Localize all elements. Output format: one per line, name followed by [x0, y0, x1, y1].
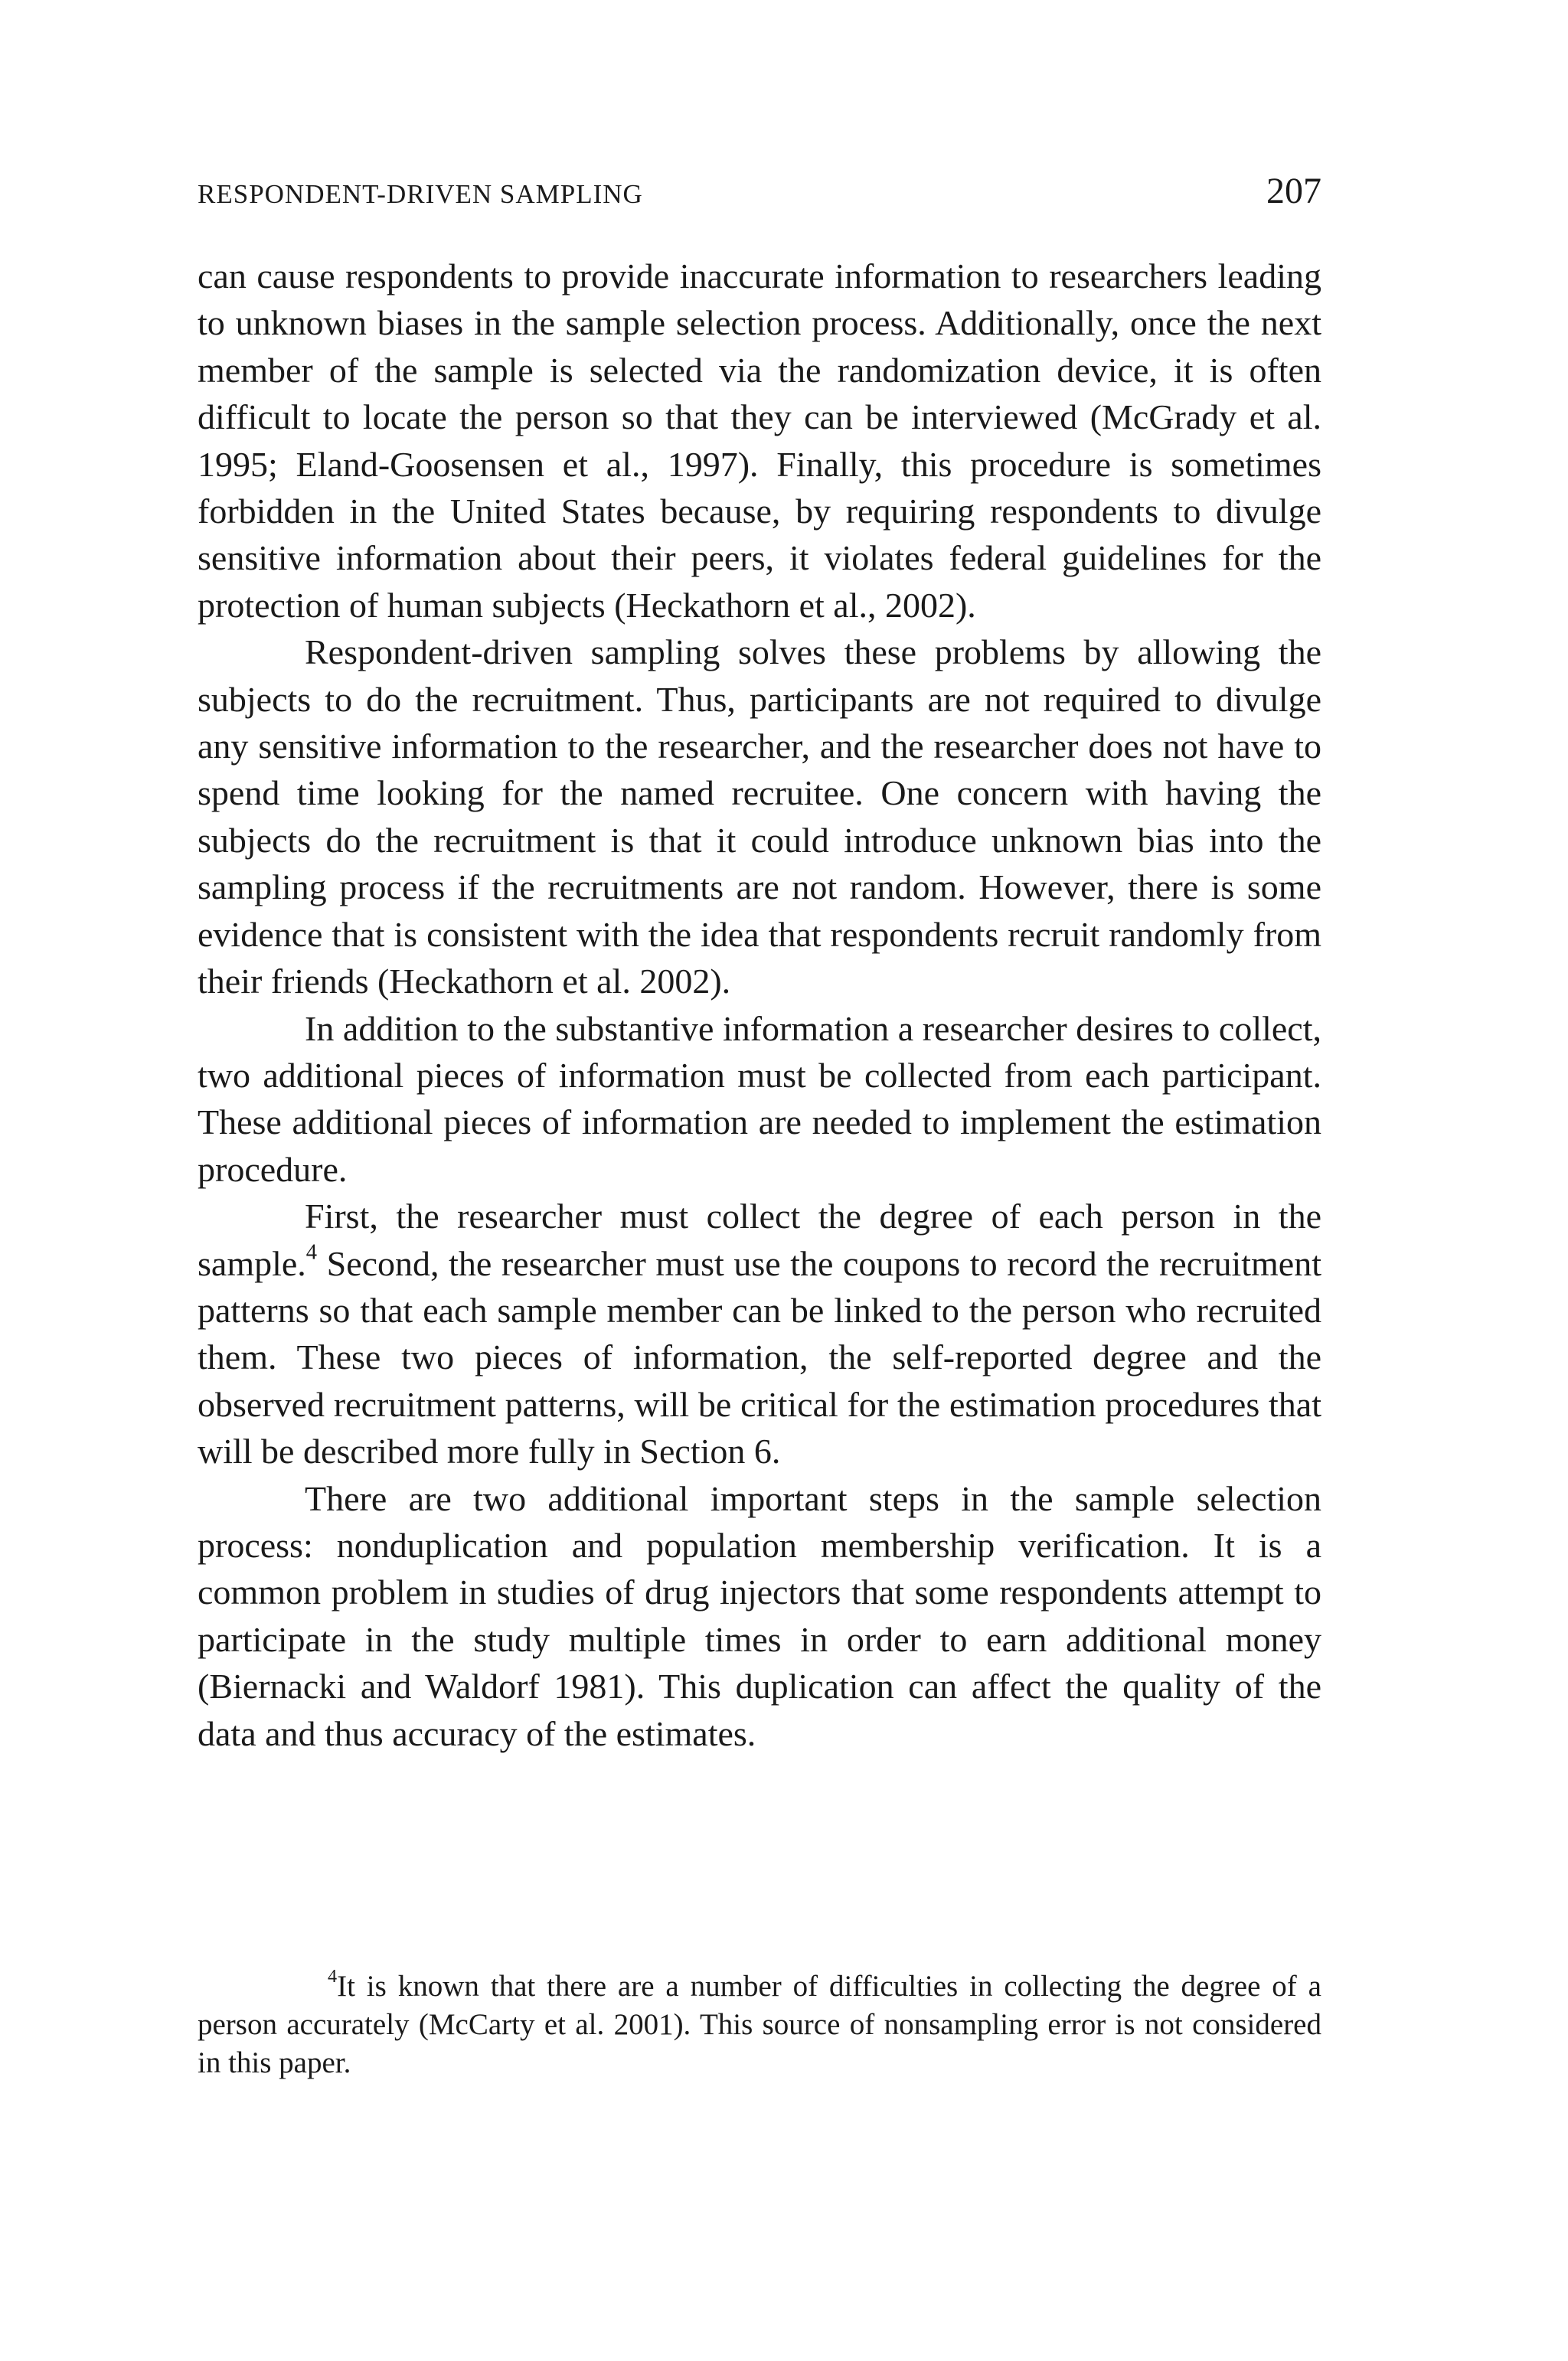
- footnote: [198, 1967, 1321, 2082]
- running-title: RESPONDENT-DRIVEN SAMPLING: [198, 179, 643, 209]
- paragraph-4: [198, 1193, 1321, 1474]
- footnote-reference: 4: [305, 1240, 318, 1265]
- paragraph-4-part-2: Second, the researcher must use the coupons to record the recruitment patterns so that each sample member can be linked to the person who recruited them. These two pieces of information, the self-reported degree and the observed recruitment patterns, will be critical for the estimation procedures that will be described more fully in Section 6.: [198, 1243, 1321, 1471]
- running-head: [198, 170, 1321, 216]
- paragraph-1: can cause respondents to provide inaccurate information to researchers leading to unknown biases in the sample selection process. Additionally, once the next member of the sample is selected via the randomization device, it is often difficult to locate the person so that they can be interviewed (McGrady et al. 1995; Eland-Goosensen et al., 1997). Finally, this procedure is sometimes forbidden in the United States because, by requiring respondents to divulge sensitive information about their peers, it violates federal guidelines for the protection of human subjects (Heckathorn et al., 2002).: [198, 256, 1321, 625]
- body-text: [198, 253, 1321, 1757]
- paragraph-4-part-1: First, the researcher must collect the degree of each person in the sample.: [198, 1197, 1321, 1283]
- footnote-text: It is known that there are a number of difficulties in collecting the degree of a person accurately (McCarty et al. 2001). This source of nonsampling error is not considered in this paper.: [198, 1970, 1321, 2079]
- footnote-paragraph: [198, 1967, 1321, 2082]
- footnote-marker: 4: [328, 1965, 338, 1987]
- paragraph-2: Respondent-driven sampling solves these problems by allowing the subjects to do the recruitment. Thus, participants are not required to divulge any sensitive information to the researcher, and the researcher does not have to spend time looking for the named recruitee. One concern with having the subjects do the recruitment is that it could introduce unknown bias into the sampling process if the recruitments are not random. However, there is some evidence that is consistent with the idea that respondents recruit randomly from their friends (Heckathorn et al. 2002).: [198, 632, 1321, 1001]
- page-number: 207: [1266, 171, 1321, 211]
- paragraph-3: In addition to the substantive information a researcher desires to collect, two additional pieces of information must be collected from each participant. These additional pieces of information are needed to implement the estimation procedure.: [198, 1008, 1321, 1189]
- paragraph-5: There are two additional important steps in the sample selection process: nonduplication and population membership verification. It is a common problem in studies of drug injectors that some respondents attempt to participate in the study multiple times in order to earn additional money (Biernacki and Waldorf 1981). This duplication can affect the quality of the data and thus accuracy of the estimates.: [198, 1478, 1321, 1753]
